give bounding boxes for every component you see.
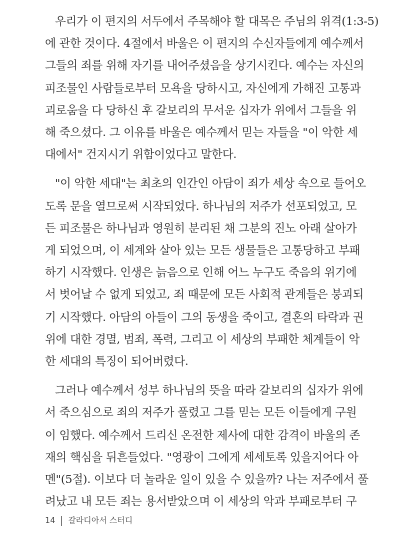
book-title: 갈라디아서 스터디 bbox=[68, 516, 133, 525]
paragraph-gap bbox=[45, 372, 377, 379]
text-line: 서 죽으심으로 죄의 저주가 풀렸고 그를 믿는 모든 이들에게 구원 bbox=[45, 405, 357, 420]
text-line: 서 벗어날 수 없게 되었고, 죄 때문에 모든 사회적 관계들은 붕괴되 bbox=[45, 287, 364, 302]
text-line: 대에서" 건지시기 위함이었다고 말한다. bbox=[45, 147, 237, 162]
text-line: 괴로움을 다 당하신 후 갈보리의 무서운 십자가 위에서 그들을 위 bbox=[45, 102, 357, 117]
text-line: 도록 문을 열므로써 시작되었다. 하나님의 저주가 선포되었고, 모 bbox=[45, 198, 357, 213]
text-line: 려났고 내 모든 죄는 용서받았으며 이 세상의 악과 부패로부터 구 bbox=[45, 494, 357, 509]
text-line: 이 임했다. 예수께서 드리신 온전한 제사에 대한 감격이 바울의 존 bbox=[45, 427, 361, 442]
text-line: 우리가 이 편지의 서두에서 주목해야 할 대목은 주님의 위격(1:3-5) bbox=[55, 14, 379, 28]
text-line: 한 세대의 특징이 되어버렸다. bbox=[45, 354, 189, 369]
paragraph-gap bbox=[45, 165, 377, 172]
text-line: 에 관한 것이다. 4절에서 바울은 이 편지의 수신자들에게 예수께서 bbox=[45, 36, 364, 51]
text-line: 위에 대한 경멸, 범죄, 폭력, 그리고 이 세상의 부패한 체계들이 악 bbox=[45, 331, 360, 346]
paragraph bbox=[45, 379, 377, 512]
page-footer bbox=[45, 515, 133, 526]
text-line: 해 죽으셨다. 그 이유를 바울은 예수께서 믿는 자들을 "이 악한 세 bbox=[45, 125, 358, 140]
text-line: 기 시작했다. 아담의 아들이 그의 동생을 죽이고, 결혼의 타락과 권 bbox=[45, 309, 364, 324]
text-line: 하기 시작했다. 인생은 늙음으로 인해 어느 누구도 죽음의 위기에 bbox=[45, 265, 357, 280]
footer-divider bbox=[61, 516, 62, 526]
text-line: 재의 핵심을 뒤흔들었다. "영광이 그에게 세세토록 있을지어다 아 bbox=[45, 449, 359, 464]
text-line: 피조물인 사람들로부터 모욕을 당하시고, 자신에게 가해진 고통과 bbox=[45, 80, 361, 95]
text-line: 게 되었으며, 이 세계와 살아 있는 모든 생물들은 고통당하고 부패 bbox=[45, 243, 361, 258]
text-line: 든 피조물은 하나님과 영원히 분리된 채 그분의 진노 아래 살아가 bbox=[45, 220, 357, 235]
paragraph bbox=[45, 172, 377, 372]
text-line: 그러나 예수께서 성부 하나님의 뜻을 따라 갈보리의 십자가 위에 bbox=[55, 383, 364, 398]
body-text bbox=[45, 10, 377, 512]
page-number: 14 bbox=[45, 516, 56, 525]
text-line: "이 악한 세대"는 최초의 인간인 아담이 죄가 세상 속으로 들어오 bbox=[55, 176, 366, 191]
text-line: 그들의 죄를 위해 자기를 내어주셨음을 상기시킨다. 예수는 자신의 bbox=[45, 58, 365, 73]
text-line: 멘"(5절). 이보다 더 놀라운 일이 있을 수 있을까? 나는 저주에서 풀 bbox=[45, 472, 369, 487]
paragraph bbox=[45, 10, 377, 165]
